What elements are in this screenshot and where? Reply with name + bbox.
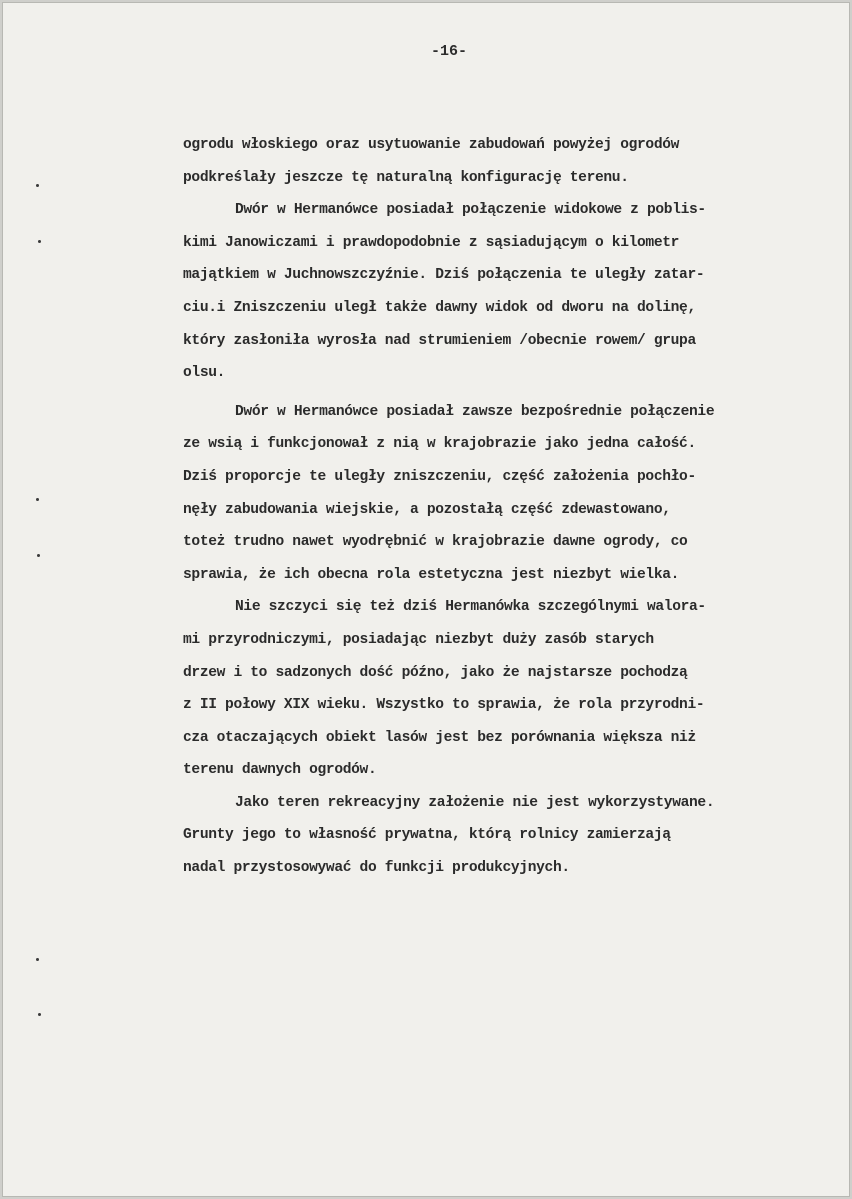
paragraph: [183, 194, 843, 390]
punch-hole-mark: [36, 184, 39, 187]
text-line: terenu dawnych ogrodów.: [183, 762, 377, 779]
punch-hole-mark: [38, 1013, 41, 1016]
text-line: toteż trudno nawet wyodrębnić w krajobrazie dawne ogrody, co: [183, 534, 688, 551]
page-number: -16-: [431, 43, 468, 60]
text-line: ogrodu włoskiego oraz usytuowanie zabudowań powyżej ogrodów: [183, 137, 680, 153]
body-text: [183, 129, 843, 885]
text-line: ze wsią i funkcjonował z nią w krajobrazie jako jedna całość.: [183, 436, 696, 453]
text-line: nęły zabudowania wiejskie, a pozostałą część zdewastowano,: [183, 501, 671, 518]
text-line: mi przyrodniczymi, posiadając niezbyt duży zasób starych: [183, 631, 654, 648]
paragraph: [183, 396, 843, 592]
text-line: Dziś proporcje te uległy zniszczeniu, część założenia pochło-: [183, 468, 696, 485]
text-line: Dwór w Hermanówce posiadał zawsze bezpośrednie połączenie: [235, 403, 715, 420]
text-line: Jako teren rekreacyjny założenie nie jest wykorzystywane.: [235, 794, 715, 811]
text-line: który zasłoniła wyrosła nad strumieniem /obecnie rowem/ grupa: [183, 332, 696, 349]
text-line: olsu.: [183, 365, 226, 382]
text-line: ciu.i Zniszczeniu uległ także dawny widok od dworu na dolinę,: [183, 299, 696, 316]
paragraph: [183, 787, 843, 885]
text-line: podkreślały jeszcze tę naturalną konfigurację terenu.: [183, 169, 629, 186]
text-line: Dwór w Hermanówce posiadał połączenie widokowe z poblis-: [235, 202, 706, 219]
punch-hole-mark: [36, 498, 39, 501]
text-line: z II połowy XIX wieku. Wszystko to sprawia, że rola przyrodni-: [183, 697, 705, 714]
text-line: nadal przystosowywać do funkcji produkcyjnych.: [183, 860, 570, 877]
punch-hole-mark: [36, 958, 39, 961]
text-line: cza otaczających obiekt lasów jest bez porównania większa niż: [183, 729, 696, 746]
text-line: Nie szczyci się też dziś Hermanówka szczególnymi walora-: [235, 599, 706, 616]
text-line: Grunty jego to własność prywatna, którą rolnicy zamierzają: [183, 827, 671, 844]
punch-hole-mark: [37, 554, 40, 557]
punch-hole-mark: [38, 240, 41, 243]
text-line: sprawia, że ich obecna rola estetyczna jest niezbyt wielka.: [183, 566, 680, 583]
text-line: kimi Janowiczami i prawdopodobnie z sąsiadującym o kilometr: [183, 234, 680, 251]
text-line: drzew i to sadzonych dość późno, jako że najstarsze pochodzą: [183, 664, 688, 681]
text-line: majątkiem w Juchnowszczyźnie. Dziś połączenia te uległy zatar-: [183, 267, 705, 284]
paragraph: [183, 129, 843, 194]
document-page: [2, 2, 850, 1197]
paragraph: [183, 591, 843, 787]
